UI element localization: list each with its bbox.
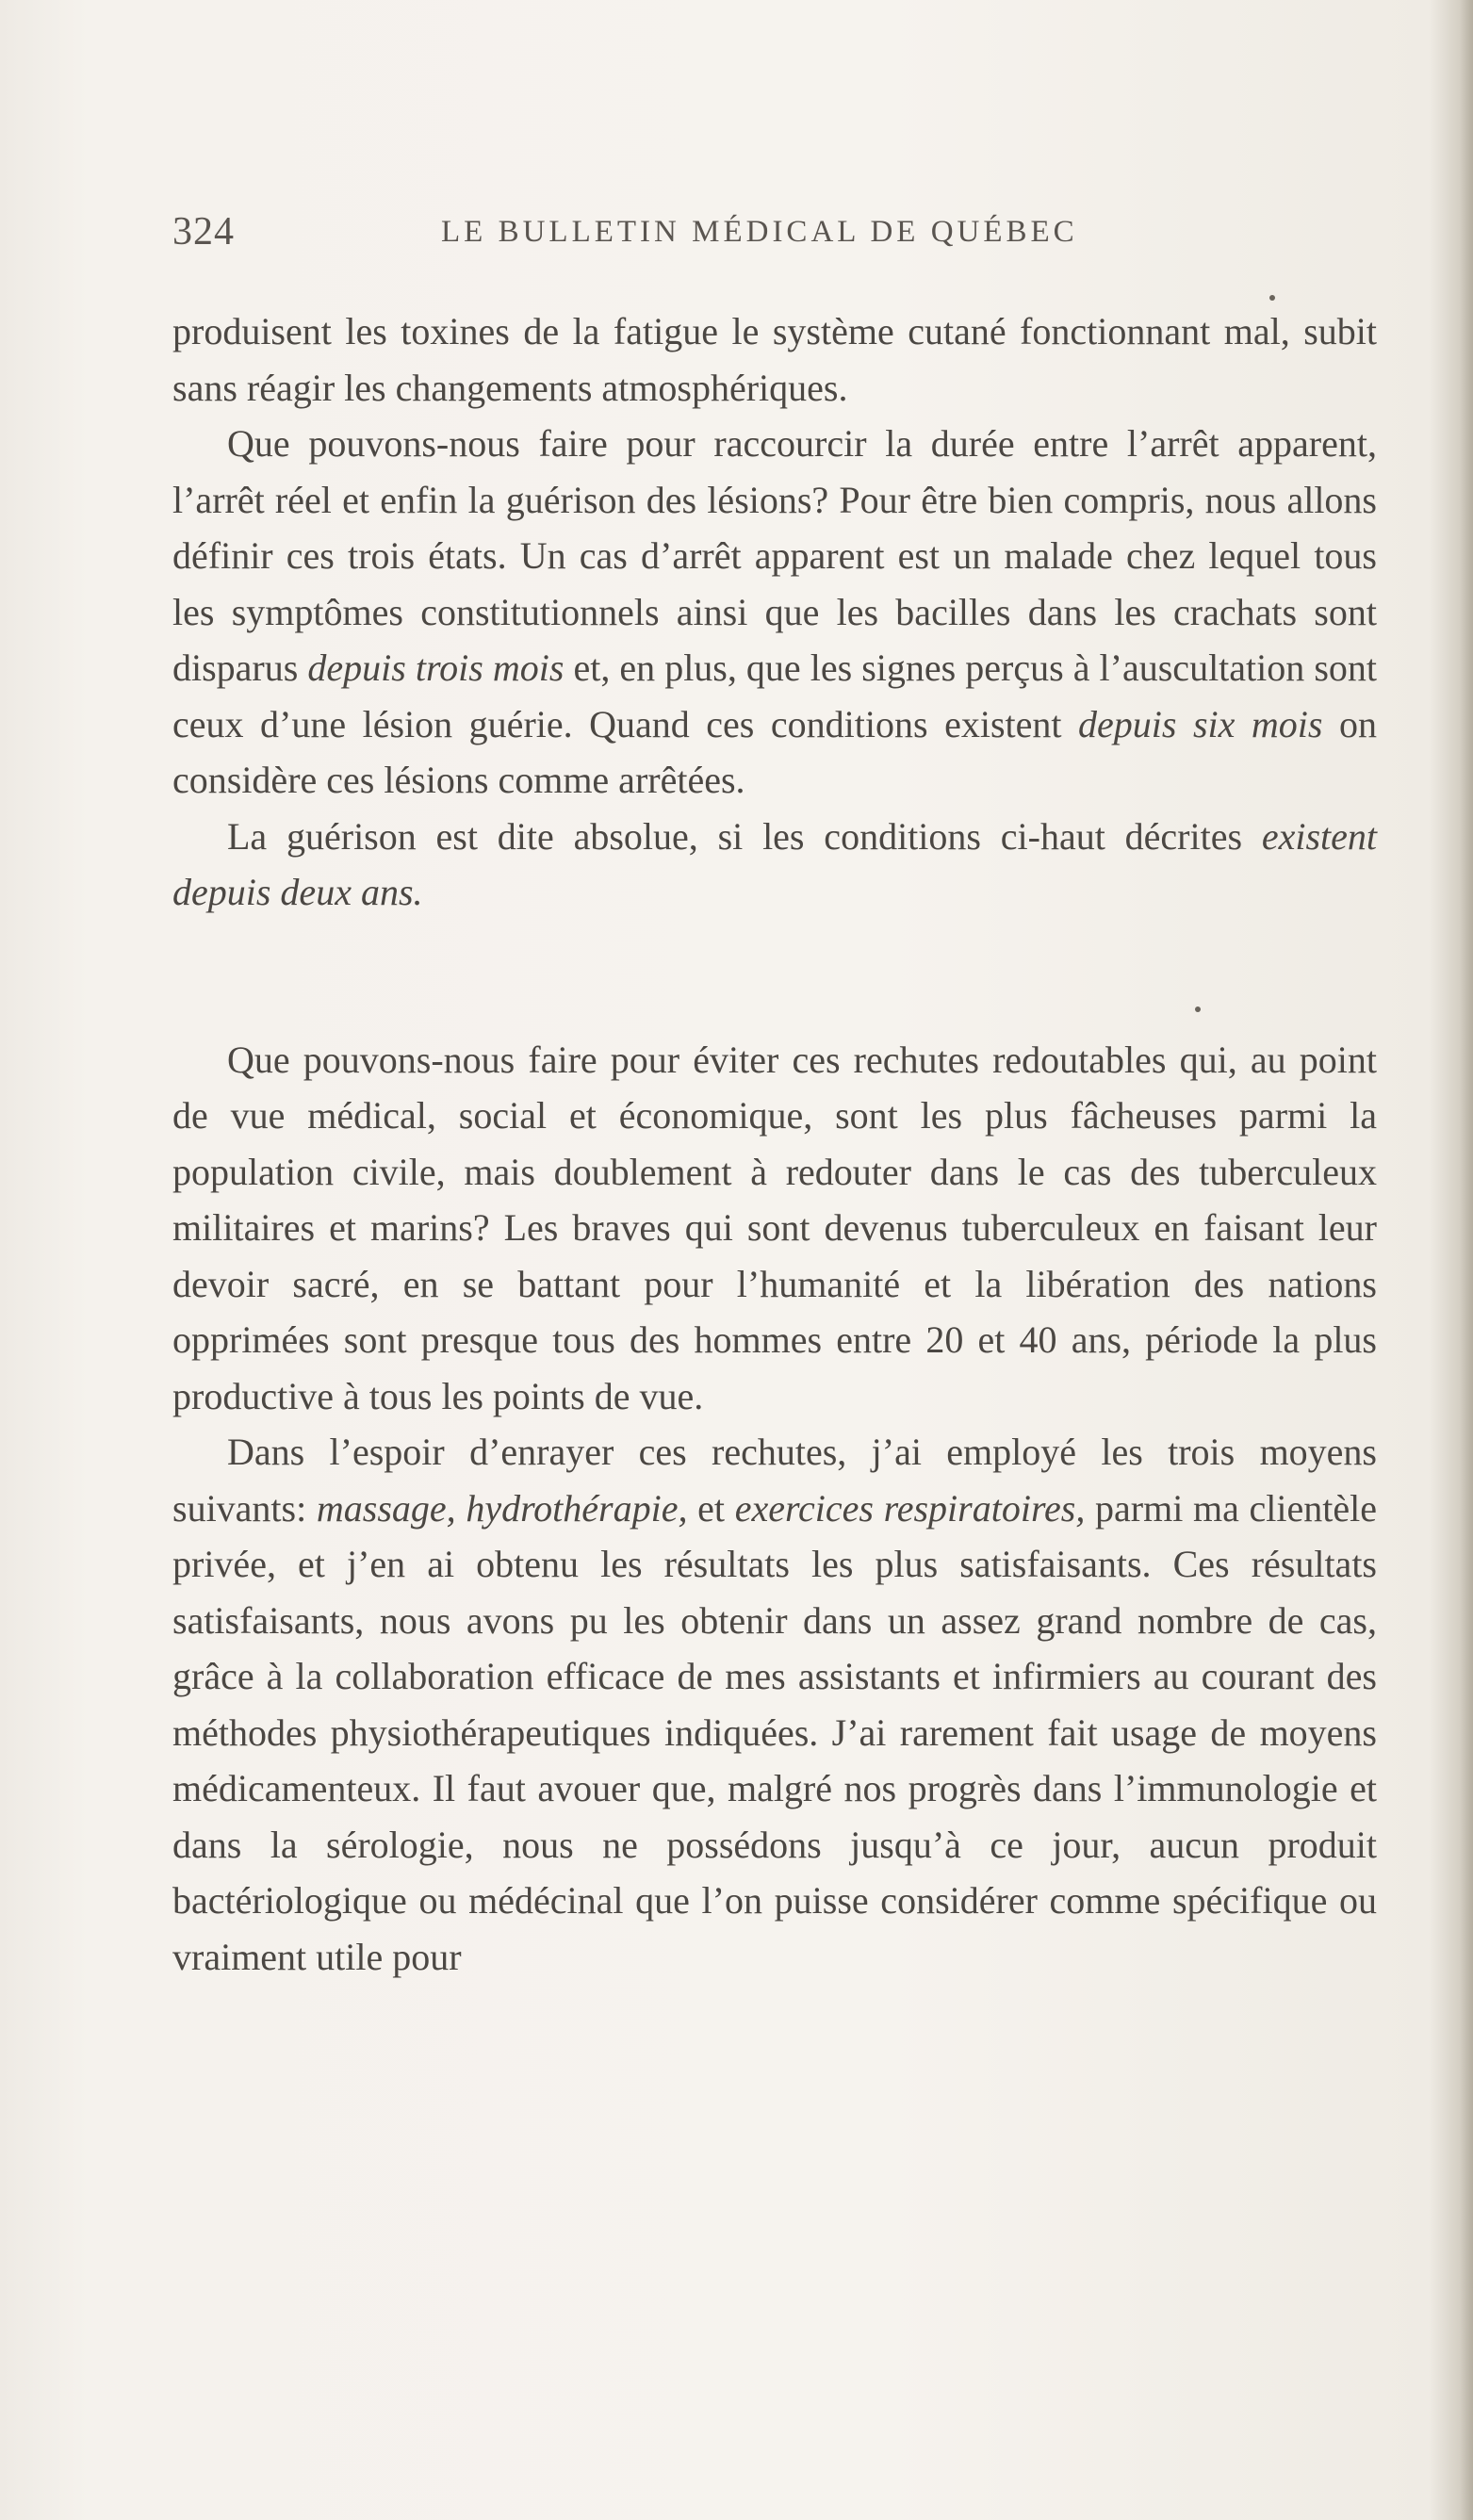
running-header (172, 209, 1379, 256)
text-run: Que pouvons-nous faire pour raccourcir la durée entre l’arrêt apparent, l’arrêt réel et enfin la guérison des lésions? Pour être bien compris, nous allons définir ces trois états. Un cas d’arrêt apparent est un malade chez lequel tous les symptômes constitutionnels ainsi que les bacilles dans les crachats sont disparus (172, 422, 1377, 689)
page-number: 324 (172, 210, 235, 254)
text-run: et, en plus, que les signes perçus à l’auscultation sont ceux d’une lésion guérie. Quand ces conditions existent (172, 646, 1378, 745)
paragraph (172, 416, 1377, 809)
text-run: on considère ces lésions comme arrêtées. (172, 702, 1378, 801)
italic-text: massage, hydrothérapie, (316, 1486, 688, 1530)
journal-title: LE BULLETIN MÉDICAL DE QUÉBEC (441, 215, 1078, 249)
text-run: et (687, 1486, 735, 1530)
paragraph (172, 303, 1377, 416)
italic-text: depuis trois mois (307, 646, 565, 689)
text-run: Que pouvons-nous faire pour éviter ces rechutes redoutables qui, au point de vue médical, social et économique, sont les plus fâcheuses parmi la population civile, mais doublement à redouter dans le cas des tuberculeux militaires et marins? Les braves qui sont devenus tuberculeux en faisant leur devoir sacré, en se battant pour l’humanité et la libération des nations opprimées sont presque tous des hommes entre 20 et 40 ans, période la plus productive à tous les points de vue. (172, 1038, 1377, 1417)
text-run: La guérison est dite absolue, si les conditions ci-haut décrites (227, 814, 1262, 858)
paragraph (172, 1424, 1377, 1985)
paragraph (172, 809, 1377, 921)
print-speck (1269, 295, 1275, 301)
body-text (172, 303, 1377, 1985)
text-run: Dans l’espoir d’enrayer ces rechutes, j’ai employé les trois moyens suivants: (172, 1431, 1377, 1530)
page-edge-shadow (1460, 0, 1473, 2520)
text-run: parmi ma clientèle privée, et j’en ai obtenu les résultats les plus satisfaisants. Ces résultats satisfaisants, nous avons pu les obtenir dans un assez grand nombre de cas, grâce à la collaboration efficace de mes assistants et infirmiers au courant des méthodes physiothérapeutiques indiquées. J’ai rarement fait usage de moyens médicamenteux. Il faut avouer que, malgré nos progrès dans l’immunologie et dans la sérologie, nous ne possédons jusqu’à ce jour, aucun produit bactériologique ou médécinal que l’on puisse considérer comme spécifique ou vraiment utile pour (172, 1486, 1377, 1978)
section-break (172, 921, 1377, 1032)
italic-text: exercices respiratoires, (734, 1486, 1086, 1530)
italic-text: depuis six mois (1078, 702, 1323, 745)
paragraph (172, 1032, 1377, 1425)
text-run: produisent les toxines de la fatigue le système cutané fonctionnant mal, subit sans réagir les changements atmosphériques. (172, 310, 1377, 409)
italic-text: existent depuis deux ans. (172, 814, 1377, 913)
